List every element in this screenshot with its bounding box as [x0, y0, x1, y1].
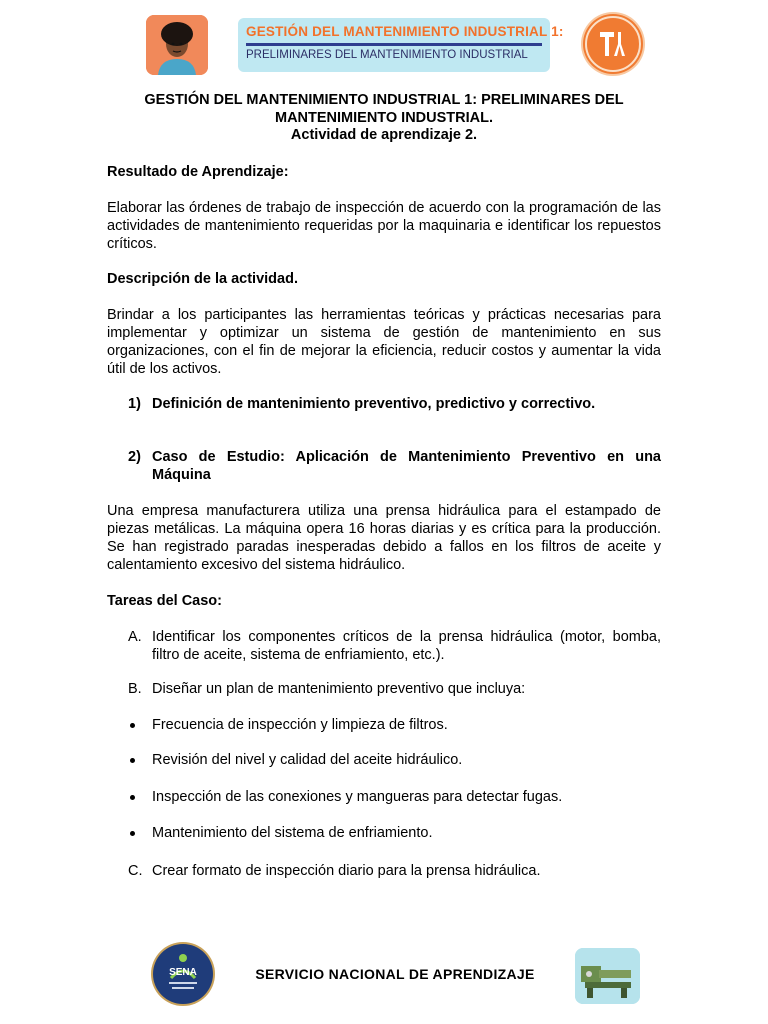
- machine-logo: [575, 948, 640, 1004]
- bullet-text: Mantenimiento del sistema de enfriamiento.: [152, 825, 433, 841]
- course-banner: [238, 18, 564, 72]
- task-text: Identificar los componentes críticos de la prensa hidráulica (motor, bomba, filtro de aceite, sistema de enfriamiento, etc.).: [152, 629, 661, 663]
- tools-icon: [583, 14, 643, 74]
- bullet-text: Revisión del nivel y calidad del aceite hidráulico.: [152, 752, 463, 768]
- banner-title: GESTIÓN DEL MANTENIMIENTO INDUSTRIAL 1:: [246, 24, 564, 39]
- bullet-icon: [130, 723, 135, 728]
- task-marker: C.: [128, 863, 143, 879]
- sena-logo: [153, 944, 213, 1004]
- bullet-icon: [130, 831, 135, 836]
- resultado-text: Elaborar las órdenes de trabajo de inspección de acuerdo con la programación de las actividades de mantenimiento requeridas por la maquinaria e identificar los repuestos críticos.: [107, 200, 661, 252]
- title-line-2: MANTENIMIENTO INDUSTRIAL.: [274, 109, 494, 126]
- list-item-text: Caso de Estudio: Aplicación de Mantenimiento Preventivo en una Máquina: [152, 449, 661, 483]
- list-marker: 2): [128, 449, 141, 465]
- task-text: Crear formato de inspección diario para la prensa hidráulica.: [152, 863, 541, 879]
- descripcion-heading: Descripción de la actividad.: [107, 271, 298, 287]
- sena-logo-text: SENA: [169, 967, 197, 978]
- banner-divider: [246, 43, 542, 46]
- tareas-heading: Tareas del Caso:: [107, 593, 222, 609]
- task-text: Diseñar un plan de mantenimiento preventivo que incluya:: [152, 681, 526, 697]
- avatar-icon: [146, 15, 208, 75]
- title-line-1: GESTIÓN DEL MANTENIMIENTO INDUSTRIAL 1: PRELIMINARES DEL: [144, 92, 624, 108]
- avatar-logo: [146, 15, 208, 75]
- bullet-icon: [130, 795, 135, 800]
- banner-subtitle: PRELIMINARES DEL MANTENIMIENTO INDUSTRIAL: [246, 49, 528, 61]
- tools-logo: [583, 14, 643, 74]
- bullet-text: Frecuencia de inspección y limpieza de filtros.: [152, 717, 448, 733]
- footer-org-name: SERVICIO NACIONAL DE APRENDIZAJE: [255, 966, 535, 982]
- descripcion-text: Brindar a los participantes las herramientas teóricas y prácticas necesarias para implementar y optimizar un sistema de gestión de mantenimiento en sus organizaciones, con el fin de mejorar la eficiencia, reducir costos y aumentar la vida útil de los activos.: [107, 307, 661, 377]
- lathe-machine-icon: [575, 948, 640, 1004]
- task-marker: B.: [128, 681, 142, 697]
- task-marker: A.: [128, 629, 142, 645]
- caso-text: Una empresa manufacturera utiliza una prensa hidráulica para el estampado de piezas metálicas. La máquina opera 16 horas diarias y es crítica para la producción. Se han registrado paradas inesperadas debido a fallos en los filtros de aceite y calentamiento excesivo del sistema hidráulico.: [107, 503, 661, 573]
- bullet-text: Inspección de las conexiones y mangueras para detectar fugas.: [152, 789, 563, 805]
- list-item-text: Definición de mantenimiento preventivo, predictivo y correctivo.: [152, 396, 596, 412]
- title-line-3: Actividad de aprendizaje 2.: [290, 127, 478, 143]
- bullet-icon: [130, 758, 135, 763]
- sena-icon: [153, 944, 213, 1004]
- list-marker: 1): [128, 396, 141, 412]
- resultado-heading: Resultado de Aprendizaje:: [107, 164, 289, 180]
- document-title: [100, 92, 668, 145]
